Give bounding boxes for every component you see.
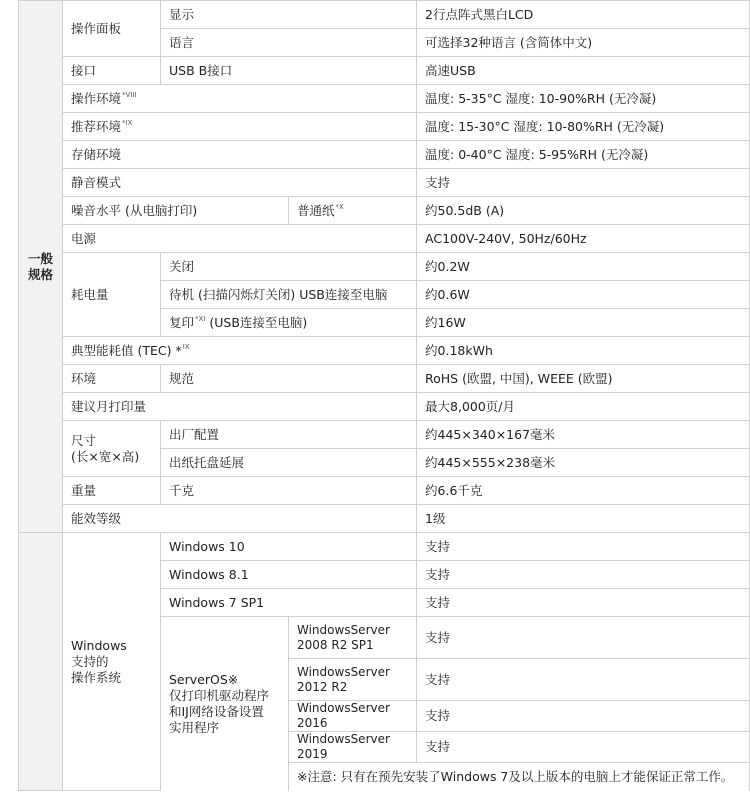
table-row	[19, 505, 750, 533]
os-win81: Windows 8.1	[161, 561, 417, 589]
standby-value: 约0.6W	[417, 281, 750, 309]
tec-text: 典型能耗值 (TEC) *	[71, 342, 182, 358]
table-row	[19, 225, 750, 253]
language-label: 语言	[161, 29, 417, 57]
consumption-label: 耗电量	[63, 253, 161, 337]
table-row	[19, 253, 750, 281]
copy-label	[161, 309, 417, 337]
table-row	[19, 57, 750, 85]
copy-text: 复印	[169, 314, 195, 330]
server-os-line2: 仅打印机驱动程序	[169, 687, 270, 703]
tec-note: IX	[182, 343, 190, 352]
environment-label: 环境	[63, 365, 161, 393]
tec-value: 约0.18kWh	[417, 337, 750, 365]
environment-value: RoHS (欧盟, 中国), WEEE (欧盟)	[417, 365, 750, 393]
interface-value: 高速USB	[417, 57, 750, 85]
os-server-2008-line2: 2008 R2 SP1	[297, 637, 374, 652]
size-label-line1: 尺寸	[71, 432, 97, 448]
weight-value: 约6.6千克	[417, 477, 750, 505]
weight-sub: 千克	[161, 477, 417, 505]
noise-value: 约50.5dB (A)	[417, 197, 750, 225]
os-server-2008	[289, 617, 417, 659]
table-row	[19, 533, 750, 561]
os-win7: Windows 7 SP1	[161, 589, 417, 617]
power-label: 电源	[63, 225, 417, 253]
weight-label: 重量	[63, 477, 161, 505]
os-win81-value: 支持	[417, 561, 750, 589]
section-os	[19, 533, 63, 791]
op-env-value: 温度: 5-35°C 湿度: 10-90%RH (无冷凝)	[417, 85, 750, 113]
table-row	[19, 197, 750, 225]
rec-env-value: 温度: 15-30°C 湿度: 10-80%RH (无冷凝)	[417, 113, 750, 141]
standby-label: 待机 (扫描闪烁灯关闭) USB连接至电脑	[161, 281, 417, 309]
table-row	[19, 141, 750, 169]
power-value: AC100V-240V, 50Hz/60Hz	[417, 225, 750, 253]
size-label	[63, 421, 161, 477]
section-general-label: 一般 规格	[27, 250, 53, 282]
noise-sub	[289, 197, 417, 225]
server-os-label	[161, 617, 289, 791]
monthly-value: 最大8,000页/月	[417, 393, 750, 421]
off-label: 关闭	[161, 253, 417, 281]
server-os-line3: 和IJ网络设备设置	[169, 703, 264, 719]
table-row	[19, 365, 750, 393]
os-win10: Windows 10	[161, 533, 417, 561]
server-os-line1: ServerOS※	[169, 671, 239, 687]
os-server-2019-value: 支持	[417, 732, 750, 763]
os-server-2016-value: 支持	[417, 701, 750, 732]
os-server-2008-value: 支持	[417, 617, 750, 659]
copy-value: 约16W	[417, 309, 750, 337]
quiet-value: 支持	[417, 169, 750, 197]
interface-sub: USB B接口	[161, 57, 417, 85]
interface-label: 接口	[63, 57, 161, 85]
os-label-line3: 操作系统	[71, 669, 122, 685]
quiet-label: 静音模式	[63, 169, 417, 197]
efficiency-value: 1级	[417, 505, 750, 533]
size-label-line2: (长×宽×高)	[71, 448, 140, 464]
section-general	[19, 1, 63, 533]
table-row	[19, 1, 750, 29]
size-factory-value: 约445×340×167毫米	[417, 421, 750, 449]
spec-table	[18, 0, 750, 791]
display-label: 显示	[161, 1, 417, 29]
noise-note: *X	[335, 203, 344, 212]
table-row	[19, 421, 750, 449]
os-label-line1: Windows	[71, 637, 127, 653]
display-value: 2行点阵式黑白LCD	[417, 1, 750, 29]
rec-env-text: 推荐环境	[71, 118, 122, 134]
os-win7-value: 支持	[417, 589, 750, 617]
size-factory-label: 出厂配置	[161, 421, 417, 449]
op-env-label	[63, 85, 417, 113]
os-label-line2: 支持的	[71, 653, 109, 669]
language-value: 可选择32种语言 (含简体中文)	[417, 29, 750, 57]
table-row	[19, 393, 750, 421]
tec-label	[63, 337, 417, 365]
op-env-note: *VIII	[122, 91, 137, 100]
copy-note: *XI	[195, 315, 206, 324]
table-row	[19, 477, 750, 505]
copy-text-rest: (USB连接至电脑)	[205, 314, 308, 330]
os-server-2016: WindowsServer 2016	[289, 701, 417, 732]
table-row	[19, 85, 750, 113]
storage-label: 存储环境	[63, 141, 417, 169]
size-tray-label: 出纸托盘延展	[161, 449, 417, 477]
environment-sub: 规范	[161, 365, 417, 393]
os-note: ※注意: 只有在预先安装了Windows 7及以上版本的电脑上才能保证正常工作。	[289, 763, 750, 791]
table-row	[19, 113, 750, 141]
os-server-2012-line1: WindowsServer	[297, 664, 390, 679]
op-env-text: 操作环境	[71, 90, 122, 106]
rec-env-note: *IX	[122, 119, 133, 128]
rec-env-label	[63, 113, 417, 141]
noise-sub-text: 普通纸	[297, 202, 335, 218]
os-server-2012-line2: 2012 R2	[297, 679, 348, 694]
monthly-label: 建议月打印量	[63, 393, 417, 421]
size-tray-value: 约445×555×238毫米	[417, 449, 750, 477]
noise-label: 噪音水平 (从电脑打印)	[63, 197, 289, 225]
panel-label: 操作面板	[63, 1, 161, 57]
table-row	[19, 169, 750, 197]
server-os-line4: 实用程序	[169, 719, 220, 735]
os-server-2008-line1: WindowsServer	[297, 622, 390, 637]
storage-value: 温度: 0-40°C 湿度: 5-95%RH (无冷凝)	[417, 141, 750, 169]
os-server-2012	[289, 659, 417, 701]
os-label	[63, 533, 161, 791]
os-server-2012-value: 支持	[417, 659, 750, 701]
off-value: 约0.2W	[417, 253, 750, 281]
table-row	[19, 337, 750, 365]
os-server-2019: WindowsServer 2019	[289, 732, 417, 763]
efficiency-label: 能效等级	[63, 505, 417, 533]
os-win10-value: 支持	[417, 533, 750, 561]
